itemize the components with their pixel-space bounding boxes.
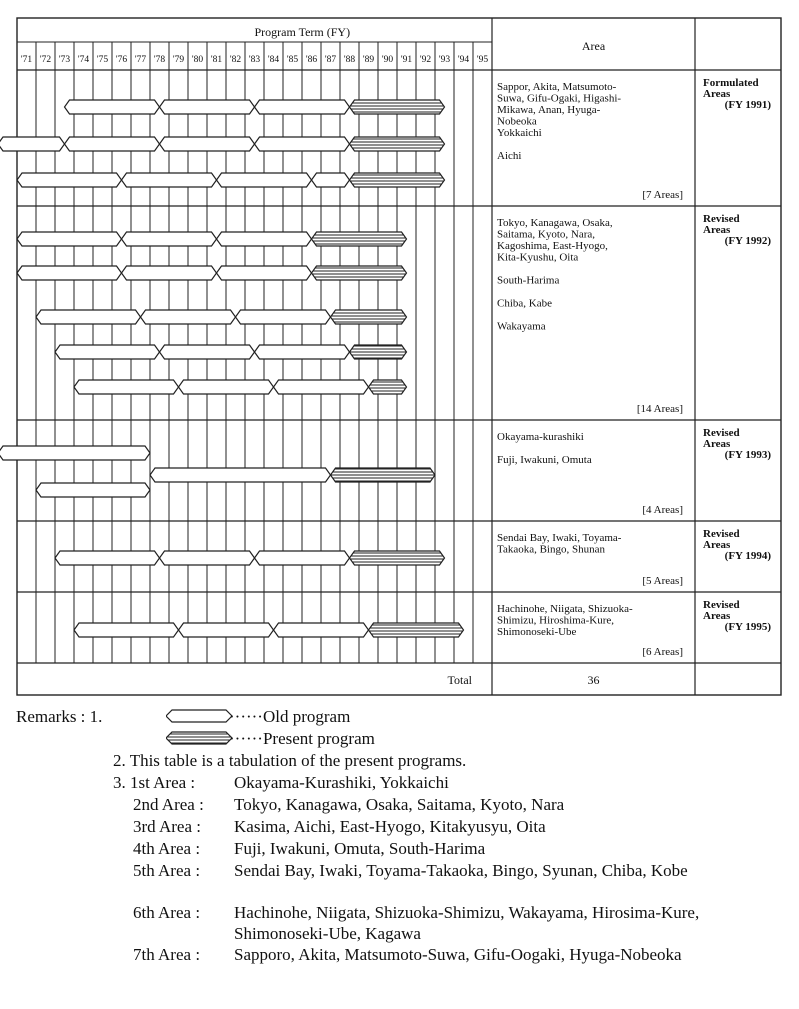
old-program-bar	[236, 310, 331, 324]
old-program-bar	[160, 345, 255, 359]
year-label: '88	[343, 55, 356, 65]
area-name-line: Kagoshima, East-Hyogo,	[497, 240, 608, 252]
old-program-bar	[160, 551, 255, 565]
year-label: '76	[115, 55, 128, 65]
year-label: '82	[229, 55, 242, 65]
group-label-fy: (FY 1994)	[724, 550, 771, 562]
year-label: '84	[267, 55, 280, 65]
group-label-status: Revised	[703, 599, 740, 611]
old-program-bar	[255, 551, 350, 565]
old-program-bar	[217, 173, 312, 187]
area-key: 3rd Area :	[133, 817, 201, 836]
present-program-bar	[369, 380, 407, 394]
area-name-line: Tokyo, Kanagawa, Osaka,	[497, 217, 613, 229]
area-value: Hachinohe, Niigata, Shizuoka-Shimizu, Wakayama, Hirosima-Kure, Shimonoseki-Ube, Kagawa	[234, 903, 700, 943]
area-name-line: Wakayama	[497, 320, 546, 333]
area-name-line: Suwa, Gifu-Ogaki, Higashi-	[497, 92, 622, 105]
present-program-bar	[312, 232, 407, 246]
year-label: '91	[400, 55, 413, 65]
group-label-fy: (FY 1995)	[724, 621, 771, 633]
old-program-bar	[65, 100, 160, 114]
old-program-bar	[255, 137, 350, 151]
old-program-bar	[179, 380, 274, 394]
old-program-bar	[17, 173, 122, 187]
old-program-bar	[160, 137, 255, 151]
area-name-line: Okayama-kurashiki	[497, 431, 584, 443]
year-label: '81	[210, 55, 223, 65]
group-label-areas: Areas	[703, 88, 731, 100]
old-program-bar	[122, 173, 217, 187]
present-program-bar	[350, 551, 445, 565]
old-program-bar	[122, 232, 217, 246]
old-program-bar	[274, 380, 369, 394]
present-program-bar	[350, 100, 445, 114]
old-program-bar	[55, 345, 160, 359]
year-label: '83	[248, 55, 261, 65]
remarks-title: Remarks : 1.	[16, 707, 103, 726]
year-label: '74	[77, 55, 90, 65]
area-key: 3. 1st Area :	[113, 773, 196, 792]
present-program-bar	[350, 137, 445, 151]
group-label-status: Revised	[703, 213, 740, 225]
total-label: Total	[447, 673, 472, 687]
old-program-bar	[255, 345, 350, 359]
area-header: Area	[581, 39, 606, 53]
old-program-bar	[55, 551, 160, 565]
total-value: 36	[587, 673, 600, 687]
present-program-bar	[331, 310, 407, 324]
group-label-status: Revised	[703, 427, 740, 439]
year-label: '72	[39, 55, 52, 65]
old-program-bar	[74, 380, 179, 394]
area-name-line: Saitama, Kyoto, Nara,	[497, 228, 596, 241]
old-program-bar	[217, 266, 312, 280]
legend-old-program: ······Old program	[229, 707, 351, 726]
year-label: '95	[476, 55, 489, 65]
area-key: 4th Area :	[133, 839, 201, 858]
area-value: Tokyo, Kanagawa, Osaka, Saitama, Kyoto, Nara	[234, 795, 565, 814]
area-name-line: Takaoka, Bingo, Shunan	[497, 543, 605, 556]
area-count: [5 Areas]	[642, 575, 683, 587]
old-program-bar	[217, 232, 312, 246]
area-value: Sapporo, Akita, Matsumoto-Suwa, Gifu-Oogaki, Hyuga-Nobeoka	[234, 945, 682, 964]
area-name-line: Sendai Bay, Iwaki, Toyama-	[497, 532, 622, 544]
area-value: Sendai Bay, Iwaki, Toyama-Takaoka, Bingo, Syunan, Chiba, Kobe	[234, 861, 688, 880]
year-label: '89	[362, 55, 375, 65]
old-program-bar	[141, 310, 236, 324]
old-program-bar	[36, 310, 141, 324]
present-program-bar	[350, 173, 445, 187]
year-label: '93	[438, 55, 451, 65]
present-program-bar	[369, 623, 464, 637]
old-program-bar	[312, 173, 350, 187]
year-label: '94	[457, 55, 470, 65]
old-program-bar	[255, 100, 350, 114]
area-count: [7 Areas]	[642, 189, 683, 201]
old-program-bar	[179, 623, 274, 637]
area-name-line: Aichi	[497, 150, 522, 162]
old-program-bar	[74, 623, 179, 637]
old-program-bar	[274, 623, 369, 637]
area-value: Kasima, Aichi, East-Hyogo, Kitakyusyu, Oita	[234, 817, 546, 836]
year-label: '77	[134, 55, 147, 65]
old-program-bar	[65, 137, 160, 151]
area-name-line: South-Harima	[497, 274, 560, 287]
area-name-line: Mikawa, Anan, Hyuga-	[497, 104, 601, 116]
year-label: '90	[381, 55, 394, 65]
area-name-line: Kita-Kyushu, Oita	[497, 251, 579, 264]
remark-note-2: 2. This table is a tabulation of the present programs.	[113, 751, 467, 770]
year-label: '71	[20, 55, 33, 65]
year-label: '86	[305, 55, 318, 65]
group-label-status: Formulated	[703, 77, 759, 89]
area-key: 5th Area :	[133, 861, 201, 880]
area-key: 7th Area :	[133, 945, 201, 964]
area-name-line: Shimizu, Hiroshima-Kure,	[497, 614, 615, 627]
area-name-line: Hachinohe, Niigata, Shizuoka-	[497, 603, 633, 615]
old-program-bar	[0, 446, 150, 460]
area-count: [6 Areas]	[642, 646, 683, 658]
year-label: '75	[96, 55, 109, 65]
area-name-line: Chiba, Kabe	[497, 297, 552, 310]
area-count: [14 Areas]	[636, 403, 683, 415]
group-label-fy: (FY 1992)	[724, 235, 771, 247]
area-key: 6th Area :	[133, 903, 201, 922]
year-label: '78	[153, 55, 166, 65]
area-name-line: Nobeoka	[497, 115, 537, 128]
old-program-bar	[17, 266, 122, 280]
year-label: '80	[191, 55, 204, 65]
year-label: '85	[286, 55, 299, 65]
present-program-bar	[350, 345, 407, 359]
year-label: '79	[172, 55, 185, 65]
area-value: Fuji, Iwakuni, Omuta, South-Harima	[234, 839, 486, 858]
old-program-bar	[36, 483, 150, 497]
area-key: 2nd Area :	[133, 795, 204, 814]
group-label-areas: Areas	[703, 610, 731, 622]
area-name-line: Yokkaichi	[497, 127, 542, 139]
old-program-bar	[0, 137, 65, 151]
present-program-legend-icon	[166, 730, 236, 746]
group-label-areas: Areas	[703, 438, 731, 450]
group-label-areas: Areas	[703, 539, 731, 551]
group-label-fy: (FY 1993)	[724, 449, 771, 461]
program-term-header: Program Term (FY)	[254, 25, 351, 39]
old-program-bar	[17, 232, 122, 246]
old-program-bar	[122, 266, 217, 280]
year-label: '73	[58, 55, 71, 65]
present-program-bar	[331, 468, 436, 482]
area-count: [4 Areas]	[642, 504, 683, 516]
old-program-bar	[160, 100, 255, 114]
area-name-line: Fuji, Iwakuni, Omuta	[497, 454, 592, 466]
group-label-status: Revised	[703, 528, 740, 540]
area-name-line: Sappor, Akita, Matsumoto-	[497, 81, 617, 93]
present-program-bar	[312, 266, 407, 280]
group-label-areas: Areas	[703, 224, 731, 236]
legend-present-program: ······Present program	[229, 729, 375, 748]
old-program-bar	[150, 468, 331, 482]
group-label-fy: (FY 1991)	[724, 99, 771, 111]
area-value: Okayama-Kurashiki, Yokkaichi	[234, 773, 449, 792]
year-label: '92	[419, 55, 432, 65]
area-name-line: Shimonoseki-Ube	[497, 626, 577, 638]
old-program-legend-icon	[166, 708, 236, 724]
year-label: '87	[324, 55, 337, 65]
